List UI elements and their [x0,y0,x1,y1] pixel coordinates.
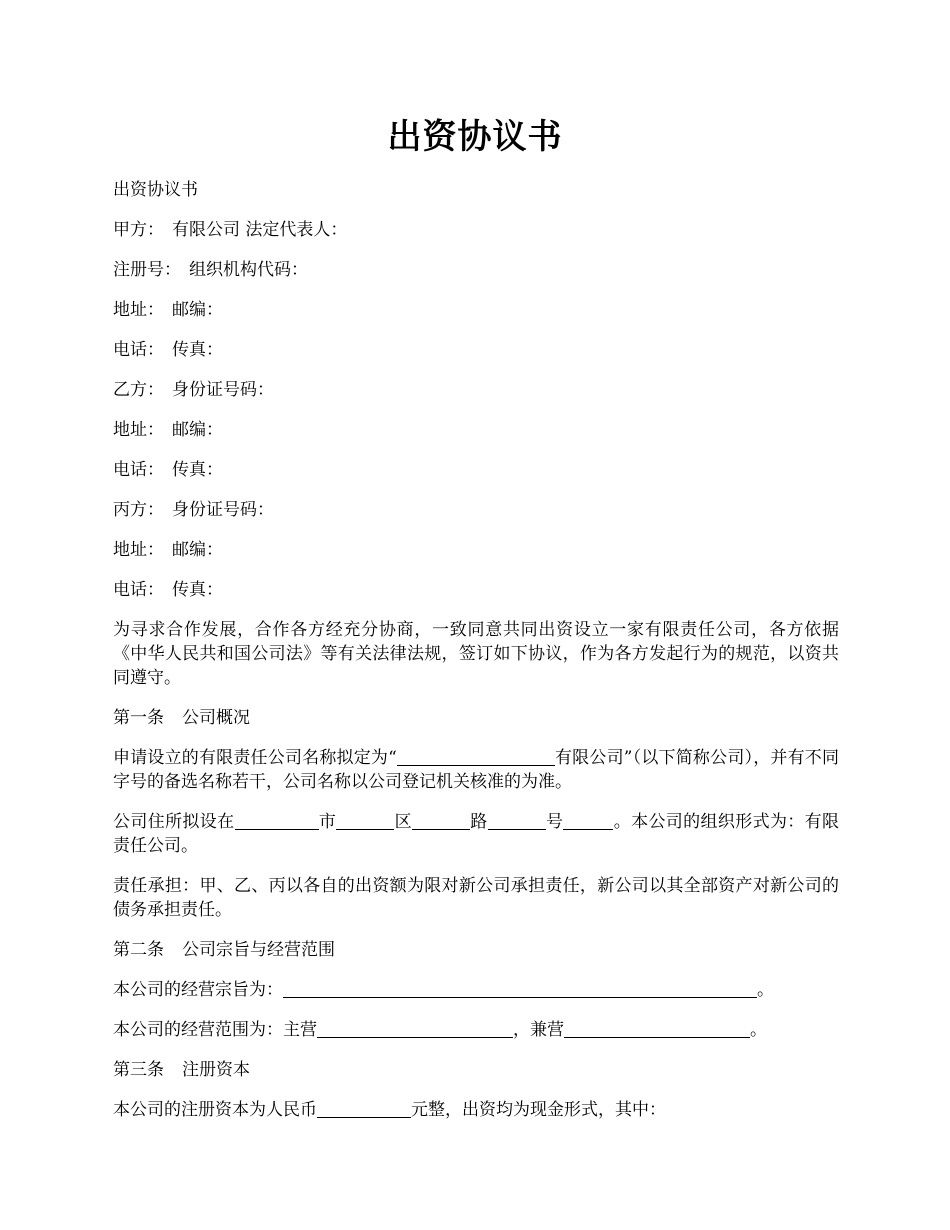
org-code-label: 组织机构代码： [189,260,308,280]
document-title: 出资协议书 [387,117,563,157]
postcode-label: 邮编： [172,300,223,320]
addr-road: 路 [469,812,488,832]
party-b-line [113,378,839,402]
district-blank [336,811,394,830]
scope-mid: ，兼营 [513,1020,564,1040]
business-purpose-paragraph [113,978,839,1002]
article-3-heading [113,1058,839,1082]
reg-label: 注册号： [113,260,181,280]
id-label: 身份证号码： [172,500,274,520]
number-blank [488,811,546,830]
party-a-company: 有限公司 法定代表人： [172,220,348,240]
party-c-phone-line [113,578,839,602]
addr-city: 市 [318,812,337,832]
phone-label: 电话： [113,340,164,360]
suffix-blank [563,811,613,830]
road-blank [412,811,470,830]
company-name-blank [397,747,555,766]
party-a-address-line [113,298,839,322]
preamble-paragraph: 为寻求合作发展，合作各方经充分协商，一致同意共同出资设立一家有限责任公司，各方依据《中华人民共和国公司法》等有关法律法规，签订如下协议，作为各方发起行为的规范，以资共同遵守。 [113,620,839,688]
purpose-blank [283,979,757,998]
party-c-label: 丙方： [113,500,164,520]
address-label: 地址： [113,420,164,440]
scope-prefix: 本公司的经营范围为：主营 [113,1020,317,1040]
purpose-suffix: 。 [757,980,774,1000]
purpose-prefix: 本公司的经营宗旨为： [113,980,283,1000]
party-c-line [113,498,839,522]
addr-suffix: 。本公司的组织形式为：有限责任公司。 [113,812,840,856]
address-label: 地址： [113,540,164,560]
party-c-address-line [113,538,839,562]
article-2-heading [113,938,839,962]
party-b-phone-line [113,458,839,482]
company-address-paragraph [113,810,839,858]
article-1-heading [113,706,839,730]
capital-suffix: 元整，出资均为现金形式，其中： [411,1100,666,1120]
business-scope-paragraph [113,1018,839,1042]
party-b-address-line [113,418,839,442]
postcode-label: 邮编： [172,540,223,560]
phone-label: 电话： [113,580,164,600]
article-number: 第三条 [113,1060,164,1080]
addr-prefix: 公司住所拟设在 [113,812,235,832]
city-blank [235,811,319,830]
addr-district: 区 [394,812,412,832]
phone-label: 电话： [113,460,164,480]
main-business-blank [317,1019,513,1038]
party-a-line [113,218,839,242]
article-number: 第一条 [113,708,164,728]
party-a-phone-line [113,338,839,362]
liability-paragraph: 责任承担：甲、乙、丙以各自的出资额为限对新公司承担责任，新公司以其全部资产对新公司的债务承担责任。 [113,876,839,920]
article-title: 注册资本 [182,1060,250,1080]
address-label: 地址： [113,300,164,320]
side-business-blank [564,1019,750,1038]
capital-prefix: 本公司的注册资本为人民币 [113,1100,317,1120]
registered-capital-paragraph [113,1098,839,1122]
subtitle: 出资协议书 [113,180,198,200]
article-title: 公司概况 [182,708,250,728]
document-body [113,178,839,1138]
article-number: 第二条 [113,940,164,960]
addr-number: 号 [545,812,564,832]
article-title: 公司宗旨与经营范围 [182,940,335,960]
name-prefix: 申请设立的有限责任公司名称拟定为“ [113,748,397,768]
fax-label: 传真： [172,340,223,360]
fax-label: 传真： [172,580,223,600]
name-suffix: 有限公司”（以下简称公司），并有不同字号的备选名称若干，公司名称以公司登记机关核准的为准。 [113,748,839,792]
postcode-label: 邮编： [172,420,223,440]
fax-label: 传真： [172,460,223,480]
company-name-paragraph [113,746,839,794]
capital-amount-blank [317,1099,411,1118]
id-label: 身份证号码： [172,380,274,400]
scope-suffix: 。 [750,1020,767,1040]
party-b-label: 乙方： [113,380,164,400]
party-a-label: 甲方： [113,220,164,240]
party-a-reg-line [113,258,839,282]
